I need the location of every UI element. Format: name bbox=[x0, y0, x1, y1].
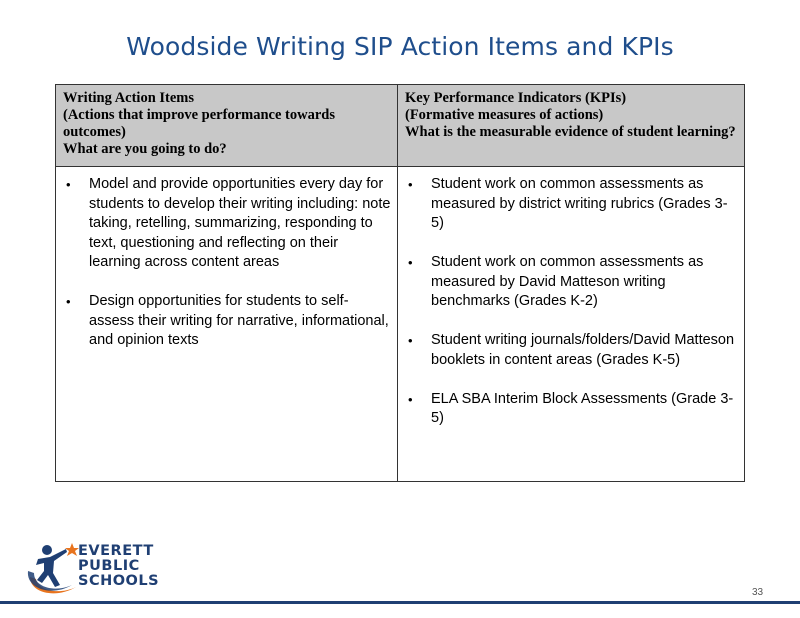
list-item bbox=[406, 175, 738, 234]
bullet-icon: • bbox=[408, 255, 413, 270]
bullet-icon: • bbox=[408, 391, 413, 407]
header-action-items bbox=[56, 85, 398, 167]
list-item bbox=[406, 331, 738, 370]
logo-line-public: PUBLIC bbox=[78, 558, 140, 574]
header-action-items-question: What are you going to do? bbox=[63, 141, 227, 157]
list-item bbox=[406, 390, 738, 429]
table-body-row bbox=[56, 167, 745, 482]
action-items-cell bbox=[56, 167, 398, 482]
header-action-items-subtitle: (Actions that improve performance towards outcomes) bbox=[63, 107, 335, 140]
bullet-icon: • bbox=[66, 294, 71, 309]
header-kpis-subtitle: (Formative measures of actions) bbox=[405, 107, 604, 123]
header-kpis-question: What is the measurable evidence of student learning? bbox=[405, 124, 736, 140]
footer-divider bbox=[0, 601, 800, 604]
kpi-text: Student writing journals/folders/David Matteson booklets in content areas (Grades K-5) bbox=[431, 332, 735, 368]
action-items-list bbox=[64, 175, 391, 351]
kpi-text: ELA SBA Interim Block Assessments (Grade 3-5) bbox=[431, 390, 734, 426]
list-item bbox=[406, 253, 738, 312]
bullet-icon: • bbox=[408, 333, 413, 348]
action-item-text: Design opportunities for students to self-assess their writing for narrative, informational, and opinion texts bbox=[89, 293, 389, 348]
list-item bbox=[64, 175, 391, 273]
figure-swoosh-star-icon bbox=[26, 541, 82, 601]
table-header-row bbox=[56, 85, 745, 167]
header-action-items-title: Writing Action Items bbox=[63, 90, 195, 106]
kpi-text: Student work on common assessments as measured by district writing rubrics (Grades 3-5) bbox=[431, 176, 728, 231]
logo-line-everett: EVERETT bbox=[78, 543, 154, 559]
action-item-text: Model and provide opportunities every day for students to develop their writing including: note taking, retelling, summarizing, responding to text, questioning and reflecting on their learning across content areas bbox=[89, 176, 391, 270]
sip-table bbox=[55, 84, 745, 482]
bullet-icon: • bbox=[408, 177, 413, 192]
page-number: 33 bbox=[752, 587, 764, 598]
bullet-icon: • bbox=[66, 177, 71, 192]
slide-title: Woodside Writing SIP Action Items and KPIs bbox=[126, 32, 674, 61]
everett-public-schools-logo bbox=[26, 541, 166, 601]
header-kpis-title: Key Performance Indicators (KPIs) bbox=[405, 90, 627, 106]
logo-line-schools: SCHOOLS bbox=[78, 573, 160, 589]
logo-wordmark bbox=[78, 544, 159, 589]
list-item bbox=[64, 292, 391, 351]
kpi-list bbox=[406, 175, 738, 429]
header-kpis bbox=[398, 85, 745, 167]
kpi-cell bbox=[398, 167, 745, 482]
kpi-text: Student work on common assessments as measured by David Matteson writing benchmarks (Grades K-2) bbox=[431, 254, 704, 309]
